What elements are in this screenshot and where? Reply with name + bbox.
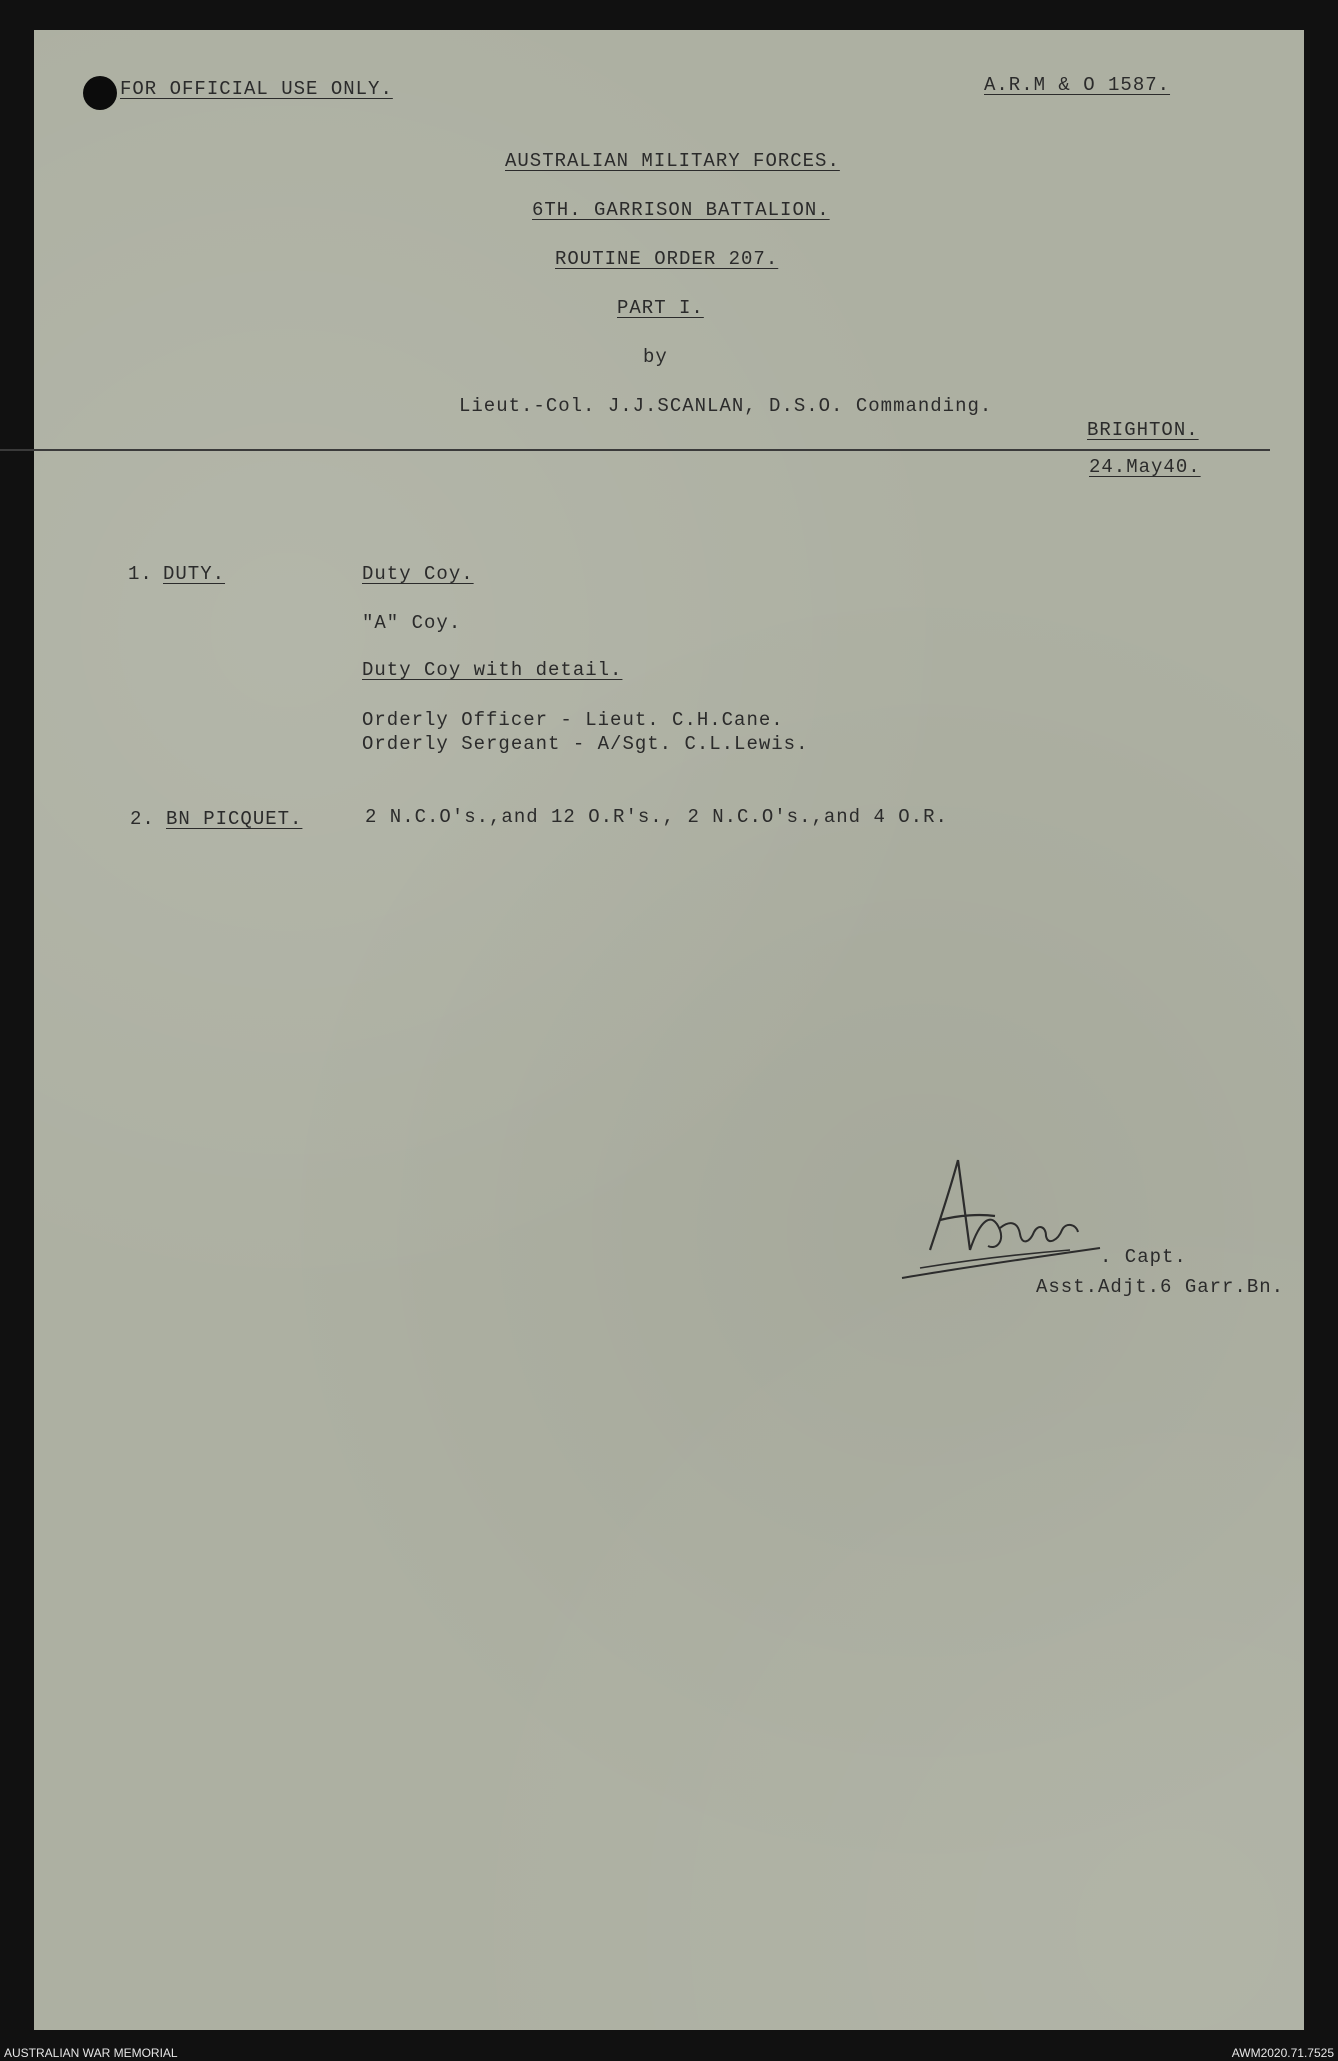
duty-coy-detail: Duty Coy with detail. — [362, 659, 623, 681]
title-battalion: 6TH. GARRISON BATTALION. — [532, 199, 830, 221]
title-routine-order: ROUTINE ORDER 207. — [555, 248, 779, 270]
footer-accession: AWM2020.71.7525 — [1231, 2046, 1334, 2060]
duty-coy: Duty Coy. — [362, 563, 474, 585]
reference-number: A.R.M & O 1587. — [984, 74, 1171, 96]
document-page — [34, 30, 1304, 2030]
orderly-officer: Orderly Officer - Lieut. C.H.Cane. — [362, 709, 784, 731]
title-by: by — [643, 346, 668, 368]
title-part: PART I. — [617, 297, 704, 319]
item-number: 2. — [130, 808, 155, 830]
a-coy: "A" Coy. — [362, 612, 462, 634]
handwritten-signature — [900, 1150, 1140, 1290]
header-divider — [0, 449, 1270, 451]
picquet-detail: 2 N.C.O's.,and 12 O.R's., 2 N.C.O's.,and 4 O.R. — [365, 806, 948, 828]
item-number: 1. — [128, 563, 153, 585]
title-forces: AUSTRALIAN MILITARY FORCES. — [505, 150, 840, 172]
item-heading-picquet: BN PICQUET. — [166, 808, 303, 830]
place: BRIGHTON. — [1087, 419, 1199, 441]
date: 24.May40. — [1089, 456, 1201, 478]
orderly-sergeant: Orderly Sergeant - A/Sgt. C.L.Lewis. — [362, 733, 809, 755]
signature-appointment: Asst.Adjt.6 Garr.Bn. — [1036, 1276, 1285, 1298]
footer-institution: AUSTRALIAN WAR MEMORIAL — [4, 2046, 178, 2060]
classification-label: FOR OFFICIAL USE ONLY. — [120, 78, 393, 100]
punch-hole — [83, 76, 117, 110]
item-heading-duty: DUTY. — [163, 563, 226, 585]
commanding-officer: Lieut.-Col. J.J.SCANLAN, D.S.O. Commanding. — [459, 395, 993, 417]
signature-rank: . Capt. — [1100, 1246, 1187, 1268]
